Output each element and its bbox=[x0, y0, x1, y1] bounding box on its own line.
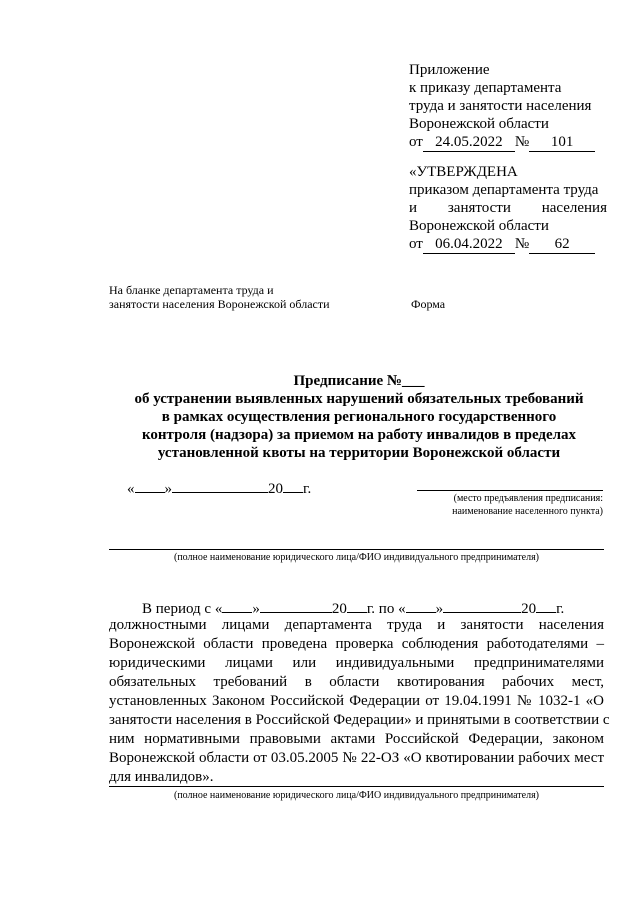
body-line-5: установленных Законом Российской Федерации от 19.04.1991 № 1032-1 «О bbox=[109, 693, 604, 709]
appendix-line1: Приложение bbox=[409, 62, 490, 78]
body-line-3: юридическими лицами или индивидуальными предпринимателями bbox=[109, 655, 604, 671]
title-line1: Предписание №___ bbox=[293, 373, 425, 389]
approved-date: 06.04.2022 bbox=[423, 235, 515, 254]
approved-line4: Воронежской области bbox=[409, 218, 549, 234]
place-caption-1: (место предъявления предписания: bbox=[453, 493, 603, 504]
approved-number: 62 bbox=[529, 235, 595, 254]
period-year2-blank[interactable] bbox=[536, 598, 556, 613]
approved-num-sign: № bbox=[514, 236, 530, 252]
year-suffix: г. bbox=[303, 481, 312, 497]
day-blank[interactable] bbox=[135, 478, 165, 493]
approved-word-2: занятости bbox=[447, 200, 511, 216]
body-line-6: занятости населения в Российской Федерации» и принятыми в соответствии с bbox=[109, 712, 610, 728]
appendix-line4: Воронежской области bbox=[409, 116, 549, 132]
period-po: г. по « bbox=[366, 601, 406, 617]
org-name-caption-2: (полное наименование юридического лица/ФИО индивидуального предпринимателя) bbox=[173, 790, 540, 801]
title-line4: контроля (надзора) за приемом на работу инвалидов в пределах bbox=[141, 427, 577, 443]
appendix-line2: к приказу департамента bbox=[409, 80, 562, 96]
period-close: » bbox=[252, 601, 260, 617]
title-line2: об устранении выявленных нарушений обязательных требований bbox=[134, 391, 584, 407]
approved-date-line bbox=[409, 235, 607, 254]
approved-line3 bbox=[409, 199, 607, 217]
period-line bbox=[142, 598, 564, 618]
year-prefix: 20 bbox=[268, 481, 283, 497]
appendix-num-sign: № bbox=[514, 134, 530, 150]
period-month2-blank[interactable] bbox=[443, 598, 521, 613]
body-line-9: для инвалидов». bbox=[109, 769, 214, 785]
body-line-4: обязательных требований в области квотирования рабочих мест, bbox=[109, 674, 604, 690]
appendix-line3: труда и занятости населения bbox=[409, 98, 592, 114]
form-label: Форма bbox=[411, 297, 446, 311]
appendix-number: 101 bbox=[529, 133, 595, 152]
org-name-caption: (полное наименование юридического лица/ФИО индивидуального предпринимателя) bbox=[173, 552, 540, 563]
approved-ot: от bbox=[409, 236, 423, 252]
date-open-quote: « bbox=[127, 481, 135, 497]
period-year2: 20 bbox=[521, 601, 537, 617]
approved-word-3: населения bbox=[541, 200, 607, 216]
org-name-field-line[interactable] bbox=[109, 549, 604, 550]
period-start: В период с « bbox=[142, 601, 223, 617]
year-blank[interactable] bbox=[283, 478, 303, 493]
body-line-1: должностными лицами департамента труда и занятости населения bbox=[109, 617, 604, 633]
approved-word-1: и bbox=[409, 200, 418, 216]
period-day-blank[interactable] bbox=[222, 598, 252, 613]
title-line5: установленной квоты на территории Воронежской области bbox=[157, 445, 561, 461]
period-year-blank[interactable] bbox=[347, 598, 367, 613]
approved-line1: «УТВЕРЖДЕНА bbox=[409, 164, 518, 180]
blank-line2: занятости населения Воронежской области bbox=[109, 297, 330, 311]
month-blank[interactable] bbox=[172, 478, 268, 493]
title-line3: в рамках осуществления регионального государственного bbox=[161, 409, 557, 425]
date-fill-line bbox=[127, 478, 311, 498]
period-day2-blank[interactable] bbox=[406, 598, 436, 613]
period-close2: » bbox=[435, 601, 444, 617]
org-name-field-line-2[interactable] bbox=[109, 786, 604, 787]
date-close-quote: » bbox=[164, 481, 172, 497]
period-month-blank[interactable] bbox=[260, 598, 332, 613]
body-line-2: Воронежской области проведена проверка соблюдения работодателями – bbox=[109, 636, 604, 652]
place-field-line[interactable] bbox=[417, 490, 603, 491]
appendix-ot: от bbox=[409, 134, 423, 150]
appendix-date-line bbox=[409, 133, 607, 152]
body-line-8: Воронежской области от 03.05.2005 № 22-ОЗ «О квотировании рабочих мест bbox=[109, 750, 604, 766]
place-caption-2: наименование населенного пункта) bbox=[452, 506, 603, 517]
blank-line1: На бланке департамента труда и bbox=[109, 283, 274, 297]
appendix-date: 24.05.2022 bbox=[423, 133, 515, 152]
period-g: г. bbox=[556, 601, 565, 617]
period-year: 20 bbox=[331, 601, 347, 617]
body-line-7: ним нормативными правовыми актами Российской Федерации, законом bbox=[109, 731, 604, 747]
approved-line2: приказом департамента труда bbox=[409, 182, 599, 198]
